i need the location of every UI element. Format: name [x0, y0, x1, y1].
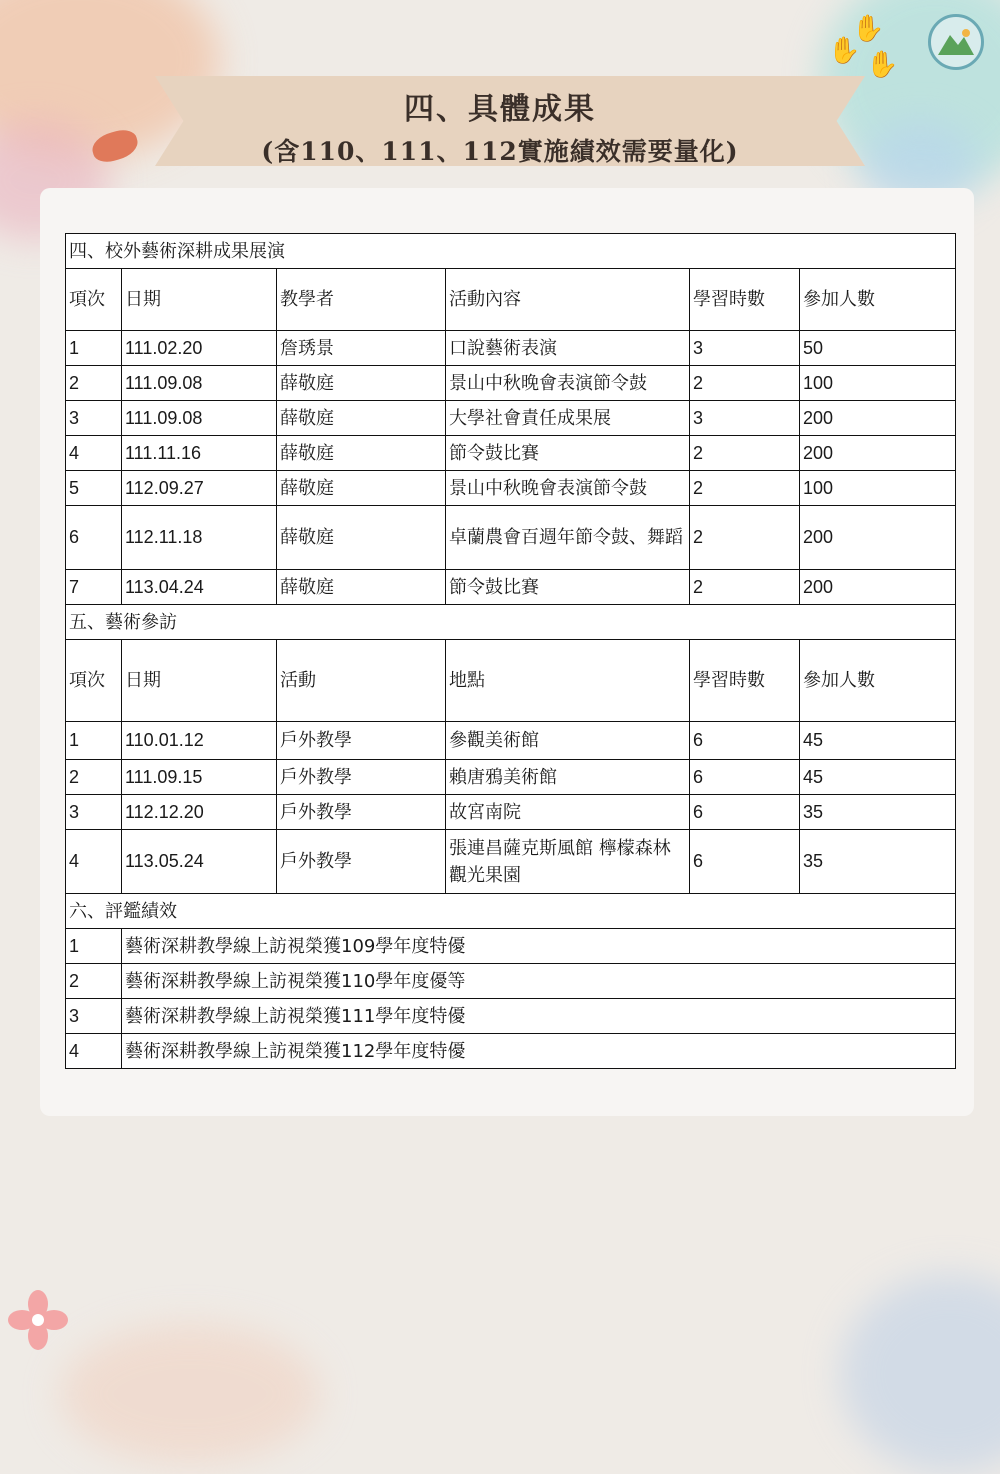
cell-index: 5 [66, 471, 122, 506]
table-row [66, 1034, 956, 1069]
section6-title-row [66, 894, 956, 929]
cell-evaluation: 藝術深耕教學線上訪視榮獲111學年度特優 [122, 999, 956, 1034]
cell-teacher: 薛敬庭 [277, 570, 446, 605]
cell-index: 6 [66, 506, 122, 570]
page-subtitle: (含110、111、112實施績效需要量化) [261, 137, 739, 166]
cell-evaluation: 藝術深耕教學線上訪視榮獲110學年度優等 [122, 964, 956, 999]
column-header: 活動 [277, 640, 446, 722]
column-header: 參加人數 [800, 640, 956, 722]
table-row [66, 722, 956, 760]
flower-icon [8, 1290, 68, 1350]
cell-teacher: 詹琇景 [277, 331, 446, 366]
cell-date: 111.11.16 [122, 436, 277, 471]
column-header: 活動內容 [446, 269, 690, 331]
cell-date: 111.02.20 [122, 331, 277, 366]
cell-activity: 戶外教學 [277, 760, 446, 795]
cell-index: 7 [66, 570, 122, 605]
cell-location: 賴唐鴉美術館 [446, 760, 690, 795]
cell-date: 113.05.24 [122, 830, 277, 894]
table-row [66, 471, 956, 506]
cell-index: 4 [66, 1034, 122, 1069]
table-row [66, 830, 956, 894]
cell-index: 4 [66, 436, 122, 471]
cell-date: 112.11.18 [122, 506, 277, 570]
cell-teacher: 薛敬庭 [277, 471, 446, 506]
page-title: 四、具體成果 [404, 92, 596, 127]
cell-participants: 200 [800, 570, 956, 605]
cell-hours: 2 [690, 366, 800, 401]
column-header: 學習時數 [690, 269, 800, 331]
results-table [65, 233, 956, 1069]
cell-location: 張連昌薩克斯風館 檸檬森林觀光果園 [446, 830, 690, 894]
handprint-orange-icon: ✋ [828, 36, 861, 66]
table-row [66, 929, 956, 964]
cell-participants: 35 [800, 830, 956, 894]
table-row [66, 436, 956, 471]
cell-location: 故宮南院 [446, 795, 690, 830]
cell-participants: 45 [800, 760, 956, 795]
cell-participants: 100 [800, 366, 956, 401]
table-row [66, 795, 956, 830]
cell-participants: 200 [800, 436, 956, 471]
cell-teacher: 薛敬庭 [277, 366, 446, 401]
cell-index: 3 [66, 795, 122, 830]
column-header: 日期 [122, 269, 277, 331]
cell-index: 2 [66, 760, 122, 795]
column-header: 地點 [446, 640, 690, 722]
table-row [66, 999, 956, 1034]
cell-date: 111.09.08 [122, 366, 277, 401]
table-row [66, 506, 956, 570]
cell-index: 2 [66, 964, 122, 999]
mountain-logo-icon [936, 27, 976, 57]
table-row [66, 964, 956, 999]
section5-header-row [66, 640, 956, 722]
cell-evaluation: 藝術深耕教學線上訪視榮獲112學年度特優 [122, 1034, 956, 1069]
section4-title-row [66, 234, 956, 269]
cell-activity: 節令鼓比賽 [446, 436, 690, 471]
cell-hours: 6 [690, 830, 800, 894]
cell-index: 1 [66, 929, 122, 964]
table-row [66, 401, 956, 436]
section4-header-row [66, 269, 956, 331]
cell-index: 1 [66, 331, 122, 366]
cell-hours: 3 [690, 401, 800, 436]
cell-date: 111.09.08 [122, 401, 277, 436]
handprint-blue-icon: ✋ [852, 14, 885, 44]
table-row [66, 760, 956, 795]
column-header: 項次 [66, 269, 122, 331]
cell-teacher: 薛敬庭 [277, 436, 446, 471]
table-row [66, 366, 956, 401]
column-header: 日期 [122, 640, 277, 722]
watercolor-blob-sand [60, 1324, 320, 1464]
cell-evaluation: 藝術深耕教學線上訪視榮獲109學年度特優 [122, 929, 956, 964]
cell-date: 110.01.12 [122, 722, 277, 760]
column-header: 項次 [66, 640, 122, 722]
cell-hours: 6 [690, 795, 800, 830]
watercolor-blob-lavender [840, 1274, 1000, 1474]
cell-activity: 戶外教學 [277, 830, 446, 894]
cell-date: 113.04.24 [122, 570, 277, 605]
cell-index: 1 [66, 722, 122, 760]
cell-hours: 6 [690, 760, 800, 795]
cell-location: 參觀美術館 [446, 722, 690, 760]
cell-activity: 景山中秋晚會表演節令鼓 [446, 366, 690, 401]
cell-index: 3 [66, 999, 122, 1034]
table-row [66, 331, 956, 366]
cell-teacher: 薛敬庭 [277, 506, 446, 570]
cell-hours: 6 [690, 722, 800, 760]
section-title: 四、校外藝術深耕成果展演 [66, 234, 956, 269]
cell-activity: 景山中秋晚會表演節令鼓 [446, 471, 690, 506]
cell-hours: 2 [690, 506, 800, 570]
cell-participants: 100 [800, 471, 956, 506]
cell-activity: 口說藝術表演 [446, 331, 690, 366]
section5-title-row [66, 605, 956, 640]
section-title: 五、藝術參訪 [66, 605, 956, 640]
cell-date: 111.09.15 [122, 760, 277, 795]
cell-activity: 戶外教學 [277, 722, 446, 760]
cell-hours: 2 [690, 471, 800, 506]
cell-date: 112.09.27 [122, 471, 277, 506]
cell-activity: 大學社會責任成果展 [446, 401, 690, 436]
cell-index: 4 [66, 830, 122, 894]
cell-activity: 節令鼓比賽 [446, 570, 690, 605]
cell-date: 112.12.20 [122, 795, 277, 830]
cell-index: 3 [66, 401, 122, 436]
cell-hours: 3 [690, 331, 800, 366]
column-header: 教學者 [277, 269, 446, 331]
cell-hours: 2 [690, 570, 800, 605]
cell-activity: 戶外教學 [277, 795, 446, 830]
column-header: 學習時數 [690, 640, 800, 722]
cell-participants: 45 [800, 722, 956, 760]
table-row [66, 570, 956, 605]
cell-teacher: 薛敬庭 [277, 401, 446, 436]
handprint-red-icon: ✋ [866, 50, 899, 80]
cell-participants: 50 [800, 331, 956, 366]
cell-index: 2 [66, 366, 122, 401]
cell-activity: 卓蘭農會百週年節令鼓、舞蹈 [446, 506, 690, 570]
cell-participants: 200 [800, 506, 956, 570]
cell-participants: 200 [800, 401, 956, 436]
section-title: 六、評鑑績效 [66, 894, 956, 929]
cell-participants: 35 [800, 795, 956, 830]
column-header: 參加人數 [800, 269, 956, 331]
school-logo [928, 14, 984, 70]
cell-hours: 2 [690, 436, 800, 471]
